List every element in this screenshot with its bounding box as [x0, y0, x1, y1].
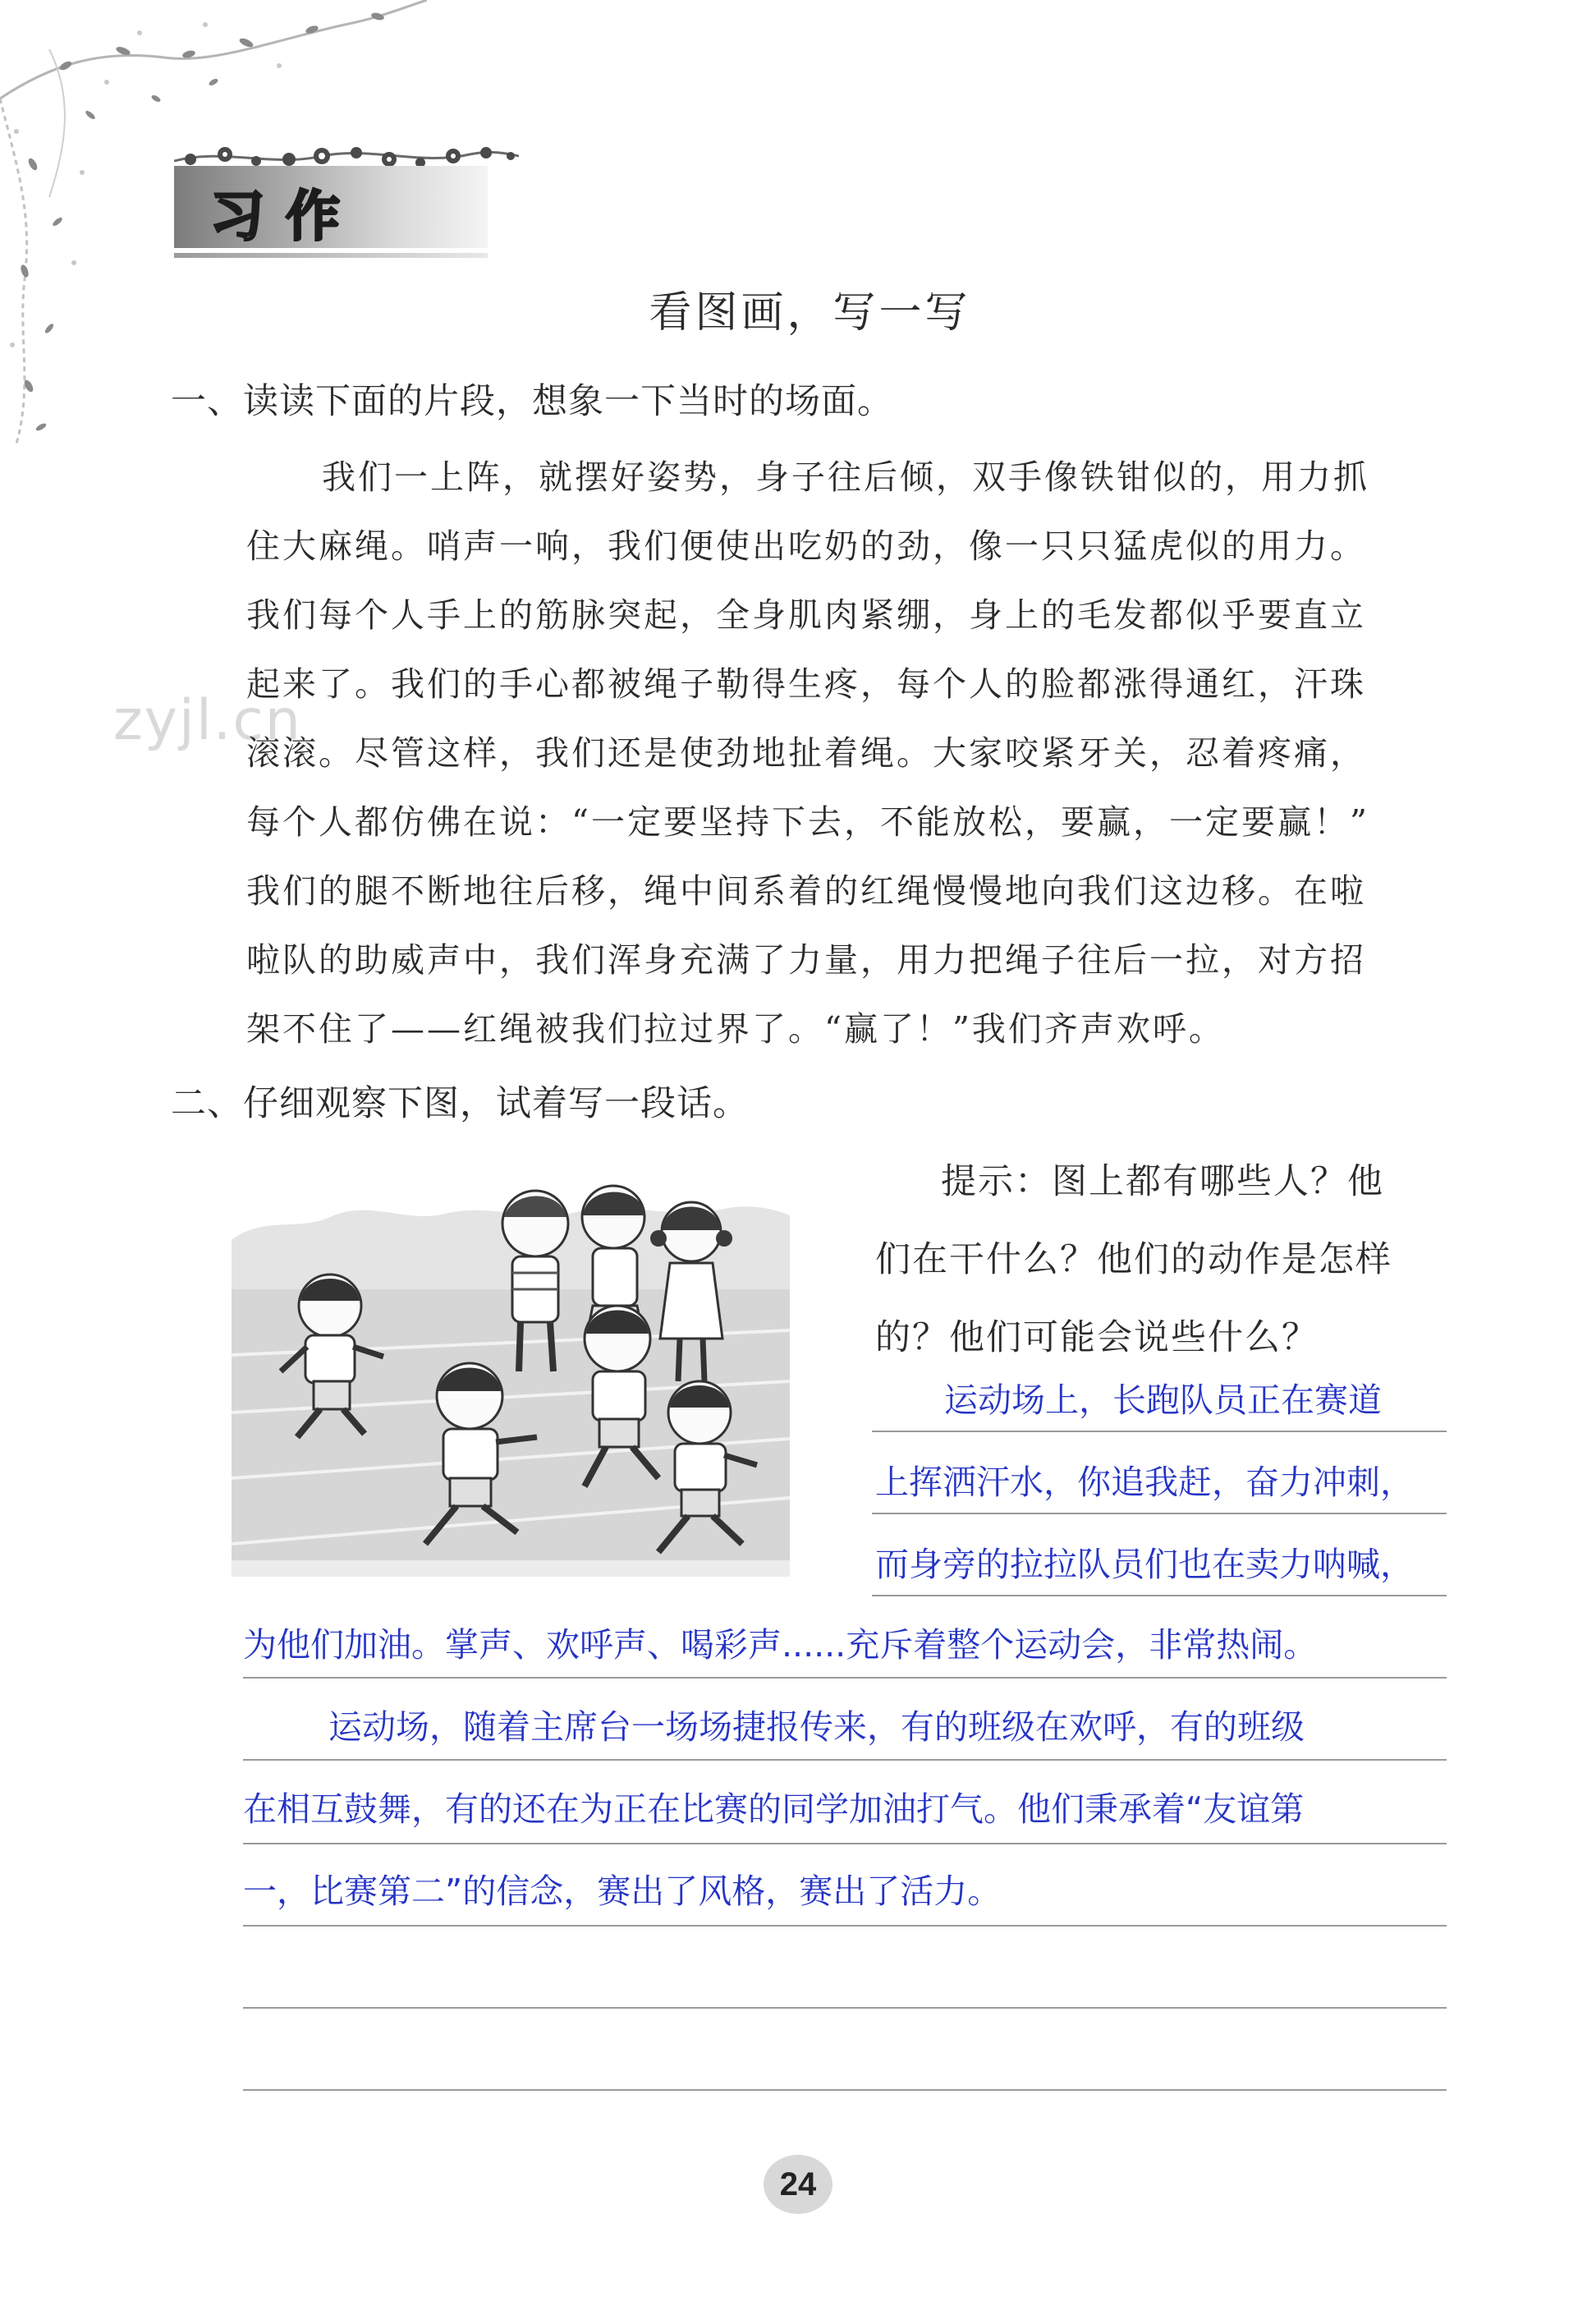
passage-line: 啦队的助威声中，我们浑身充满了力量，用力把绳子往后一拉，对方招: [246, 940, 1366, 980]
page-number: 24: [764, 2155, 832, 2214]
hint-line: 的？他们可能会说些什么？: [875, 1317, 1319, 1358]
section-2-heading: 二、仔细观察下图，试着写一段话。: [171, 1083, 749, 1124]
answer-line: 而身旁的拉拉队员们也在卖力呐喊，: [875, 1545, 1414, 1584]
section-banner: [174, 131, 488, 255]
watermark: zyjl.cn: [113, 688, 302, 753]
writing-rule: [243, 1759, 1447, 1761]
passage-line: 架不住了——红绳被我们拉过界了。“赢了！”我们齐声欢呼。: [246, 1009, 1225, 1049]
writing-rule: [243, 1925, 1447, 1927]
writing-rule: [243, 1843, 1447, 1844]
passage-line: 起来了。我们的手心都被绳子勒得生疼，每个人的脸都涨得通红，汗珠: [246, 664, 1366, 704]
passage-line: 每个人都仿佛在说：“一定要坚持下去，不能放松，要赢，一定要赢！”: [246, 802, 1369, 842]
answer-line: 运动场上，长跑队员正在赛道: [944, 1380, 1382, 1420]
writing-rule: [872, 1431, 1447, 1432]
writing-rule: [243, 2007, 1447, 2009]
answer-line: 一，比赛第二”的信念，赛出了风格，赛出了活力。: [243, 1872, 1002, 1911]
answer-line: 上挥洒汗水，你追我赶，奋力冲刺，: [875, 1463, 1414, 1502]
writing-rule: [872, 1595, 1447, 1596]
document-title: 看图画，写一写: [649, 288, 971, 338]
running-race-illustration: [232, 1166, 790, 1577]
passage-line: 我们的腿不断地往后移，绳中间系着的红绳慢慢地向我们这边移。在啦: [246, 871, 1366, 911]
writing-rule: [243, 1677, 1447, 1679]
answer-line: 在相互鼓舞，有的还在为正在比赛的同学加油打气。他们秉承着“友谊第: [243, 1789, 1305, 1829]
passage-line: 住大麻绳。哨声一响，我们便使出吃奶的劲，像一只只猛虎似的用力。: [246, 526, 1366, 566]
banner-title: 习作: [210, 184, 361, 248]
answer-line: 运动场，随着主席台一场场捷报传来，有的班级在欢呼，有的班级: [328, 1707, 1305, 1747]
writing-rule: [872, 1513, 1447, 1514]
passage-line: 我们一上阵，就摆好姿势，身子往后倾，双手像铁钳似的，用力抓: [322, 457, 1369, 497]
passage-line: 我们每个人手上的筋脉突起，全身肌肉紧绷，身上的毛发都似乎要直立: [246, 595, 1366, 635]
hint-line: 们在干什么？他们的动作是怎样: [875, 1239, 1392, 1280]
hint-line: 提示：图上都有哪些人？他: [941, 1161, 1384, 1202]
writing-rule: [243, 2089, 1447, 2091]
section-1-heading: 一、读读下面的片段，想象一下当时的场面。: [171, 381, 893, 422]
answer-line: 为他们加油。掌声、欢呼声、喝彩声......充斥着整个运动会，非常热闹。: [243, 1625, 1318, 1665]
passage-line: 滚滚。尽管这样，我们还是使劲地扯着绳。大家咬紧牙关，忍着疼痛，: [246, 733, 1366, 773]
